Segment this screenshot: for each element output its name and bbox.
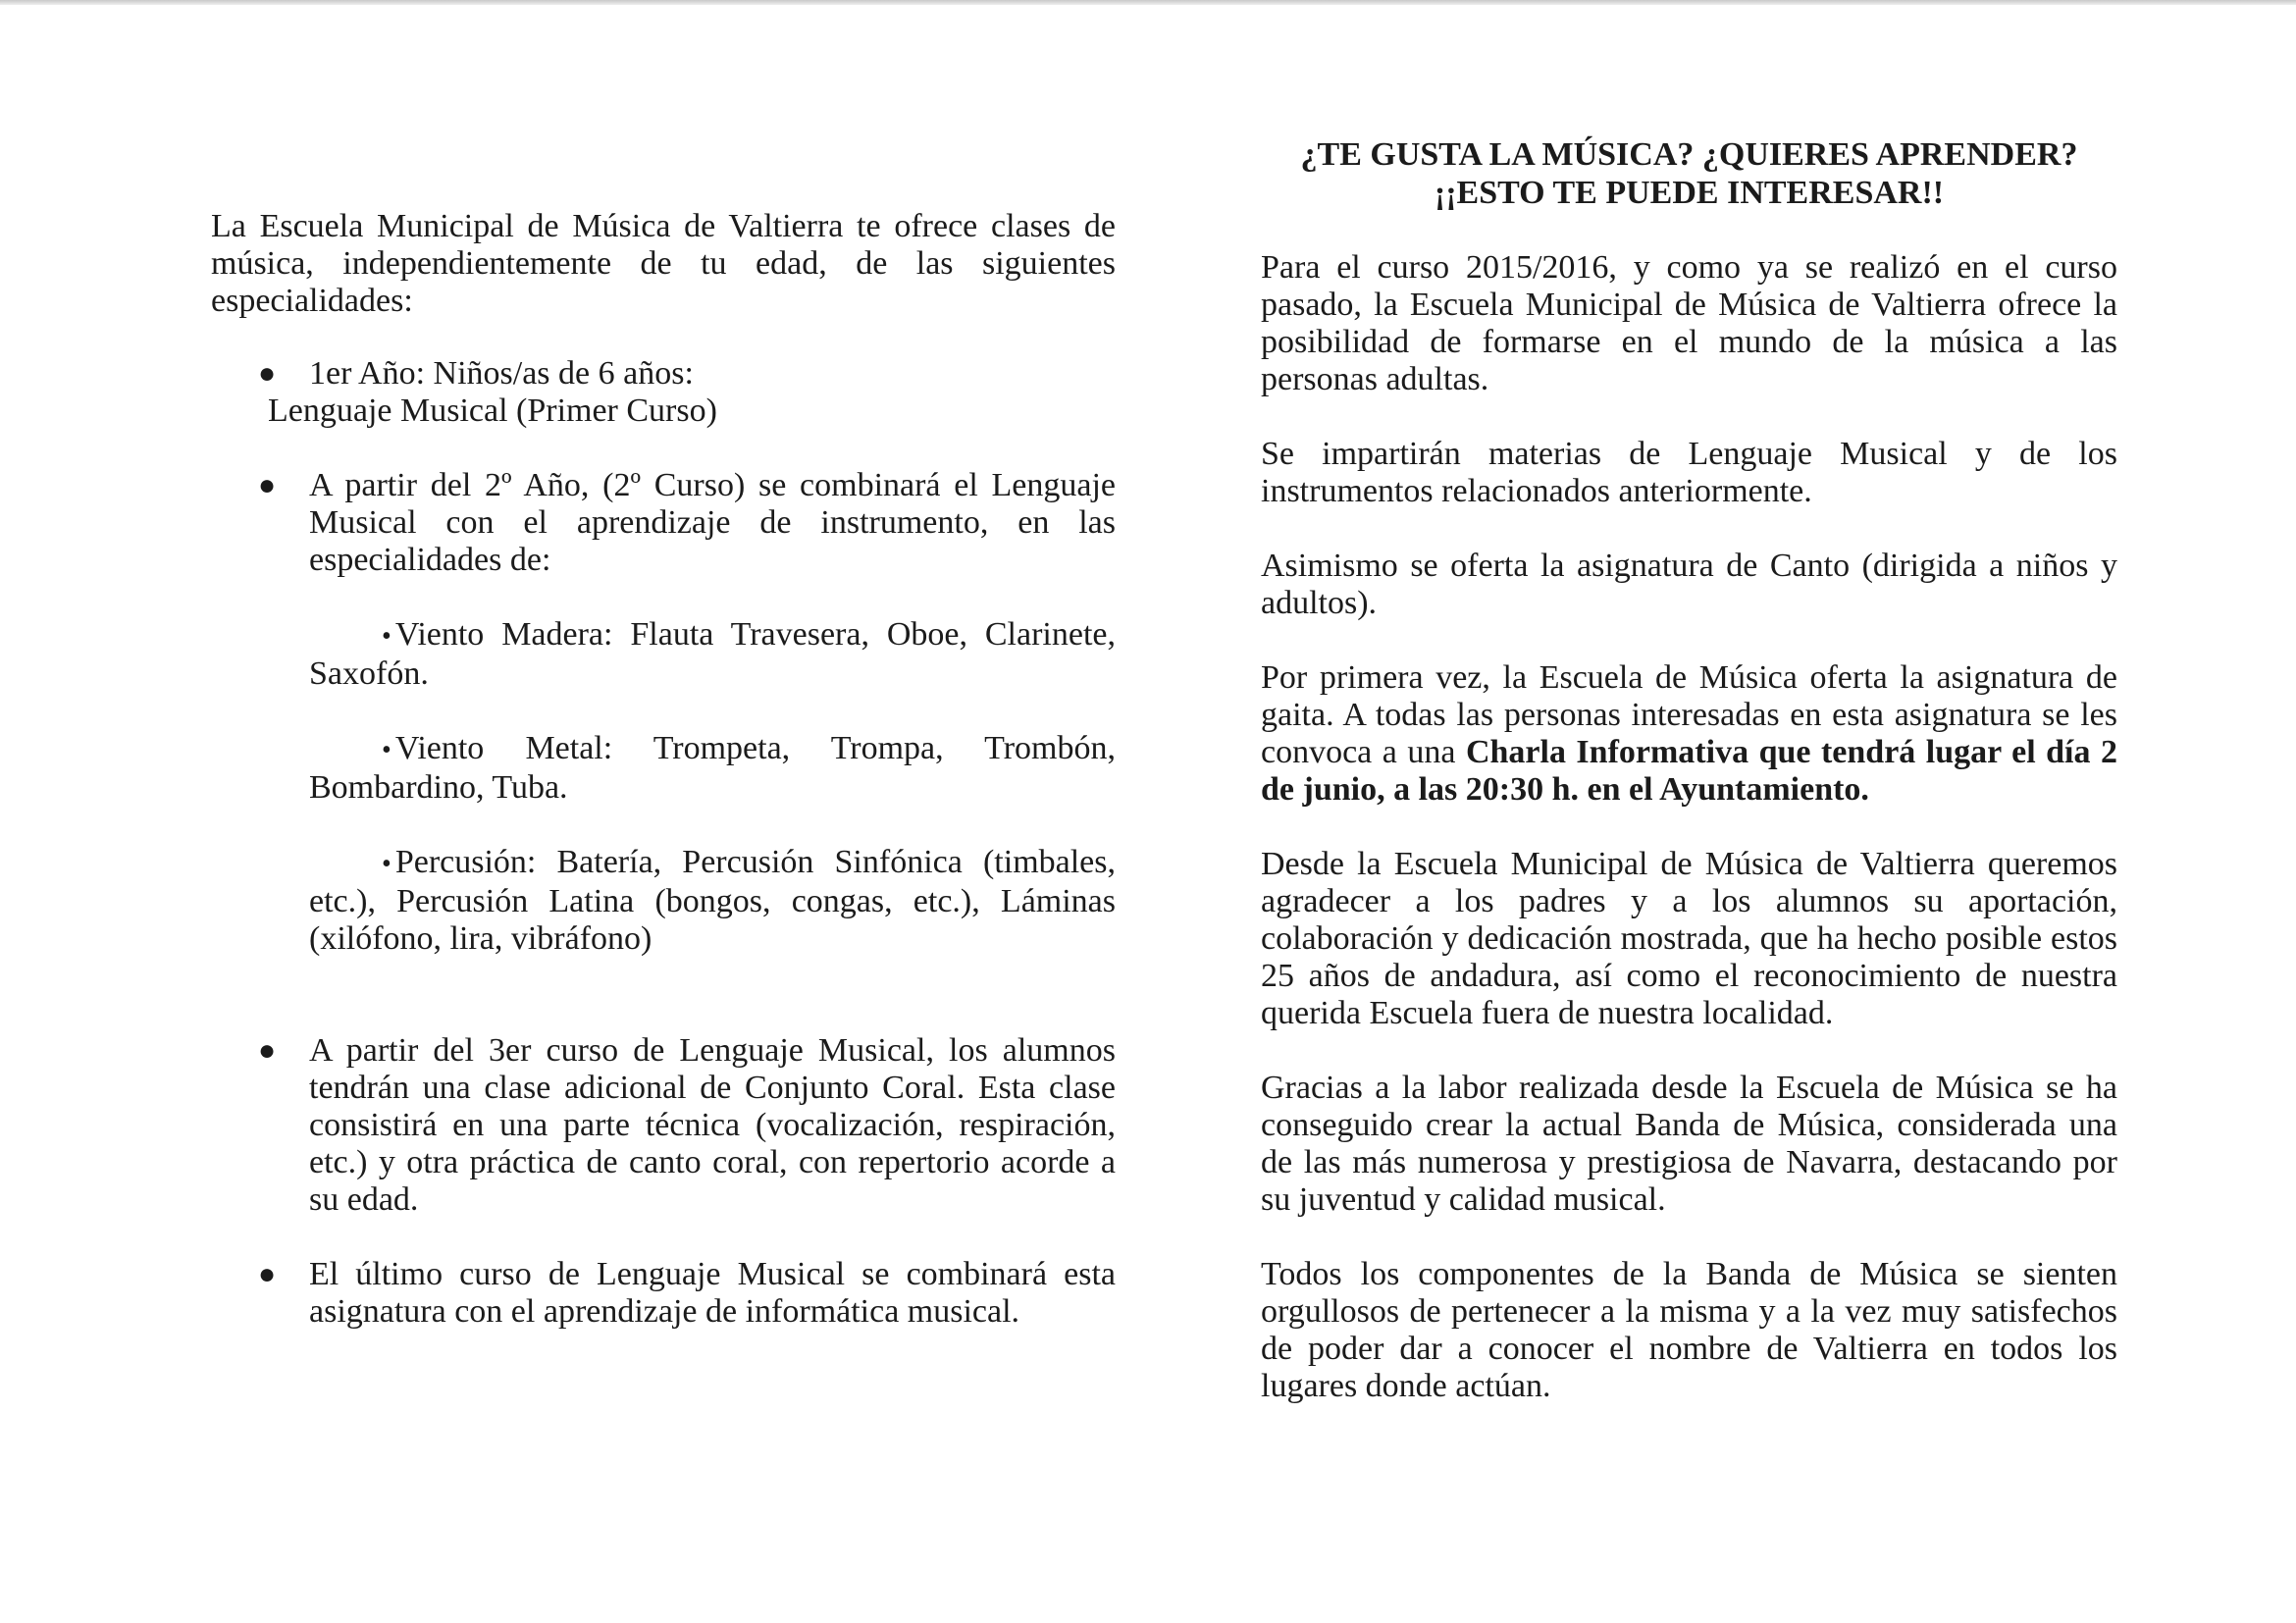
third-year-text: A partir del 3er curso de Lenguaje Musical, los alumnos tendrán una clase adicional de Conjunto Coral. Esta clase consistirá en una parte técnica (vocalización, respiración, etc.) y otra práctica de canto coral, con repertorio acorde a su edad. (309, 1032, 1116, 1218)
sublist-viento-madera (211, 616, 1116, 693)
paragraph-subjects: Se impartirán materias de Lenguaje Musical y de los instrumentos relacionados anteriormente. (1261, 436, 2117, 509)
charla-informativa-text: Charla Informativa que tendrá lugar el día 2 de junio, a las 20:30 h. en el Ayuntamiento. (1261, 734, 2117, 808)
bullet-icon: ● (258, 1034, 277, 1067)
left-column (211, 208, 1116, 1331)
right-column (1261, 135, 2117, 1442)
paragraph-gaita (1261, 659, 2117, 809)
percusion-text: Percusión: Batería, Percusión Sinfónica (timbales, etc.), Percusión Latina (bongos, congas, etc.), Láminas (xilófono, lira, vibráfono) (309, 844, 1116, 957)
paragraph-componentes: Todos los componentes de la Banda de Música se sienten orgullosos de pertenecer a la misma y a la vez muy satisfechos de poder dar a conocer el nombre de Valtierra en todos los lugares donde actúan. (1261, 1256, 2117, 1404)
paragraph-adult-courses: Para el curso 2015/2016, y como ya se realizó en el curso pasado, la Escuela Municipal de Música de Valtierra ofrece la posibilidad de formarse en el mundo de la música a las personas adultas. (1261, 249, 2117, 397)
intro-paragraph: La Escuela Municipal de Música de Valtierra te ofrece clases de música, independientemente de tu edad, de las siguientes especialidades: (211, 208, 1116, 319)
viento-metal-text: Viento Metal: Trompeta, Trompa, Trombón, Bombardino, Tuba. (309, 730, 1116, 806)
second-year-text: A partir del 2º Año, (2º Curso) se combinará el Lenguaje Musical con el aprendizaje de instrumento, en las especialidades de: (309, 467, 1116, 578)
bullet-icon: ● (258, 357, 277, 390)
viento-madera-text: Viento Madera: Flauta Travesera, Oboe, Clarinete, Saxofón. (309, 616, 1116, 692)
last-year-text: El último curso de Lenguaje Musical se combinará esta asignatura con el aprendizaje de informática musical. (309, 1256, 1116, 1330)
list-item-first-year (211, 355, 1116, 430)
bullet-icon: • (382, 735, 391, 765)
paragraph-banda: Gracias a la labor realizada desde la Escuela de Música se ha conseguido crear la actual Banda de Música, considerada una de las más numerosa y prestigiosa de Navarra, destacando por su juventud y calidad musical. (1261, 1070, 2117, 1218)
bullet-icon: • (382, 849, 391, 879)
bullet-icon: ● (258, 1258, 277, 1290)
sublist-viento-metal (211, 730, 1116, 807)
list-item-third-year (211, 1032, 1116, 1219)
bullet-icon: ● (258, 469, 277, 501)
list-item-second-year (211, 467, 1116, 579)
paragraph-thanks: Desde la Escuela Municipal de Música de Valtierra queremos agradecer a los padres y a los alumnos su aportación, colaboración y dedicación mostrada, que ha hecho posible estos 25 años de andadura, así como el reconocimiento de nuestra querida Escuela fuera de nuestra localidad. (1261, 846, 2117, 1031)
first-year-subject: Lenguaje Musical (Primer Curso) (268, 393, 717, 429)
first-year-heading: 1er Año: Niños/as de 6 años: (309, 355, 694, 392)
page-title (1261, 135, 2117, 212)
bullet-icon: • (382, 621, 391, 652)
scan-edge (0, 0, 2296, 5)
sublist-percusion (211, 844, 1116, 958)
gaita-text: Por primera vez, la Escuela de Música oferta la asignatura de gaita. A todas las personas interesadas en esta asignatura se les convoca a una (1261, 659, 2117, 770)
title-line-1: ¿TE GUSTA LA MÚSICA? ¿QUIERES APRENDER? (1300, 136, 2078, 173)
paragraph-canto: Asimismo se oferta la asignatura de Canto (dirigida a niños y adultos). (1261, 548, 2117, 621)
list-item-last-year (211, 1256, 1116, 1331)
title-line-2: ¡¡ESTO TE PUEDE INTERESAR!! (1434, 175, 1945, 211)
